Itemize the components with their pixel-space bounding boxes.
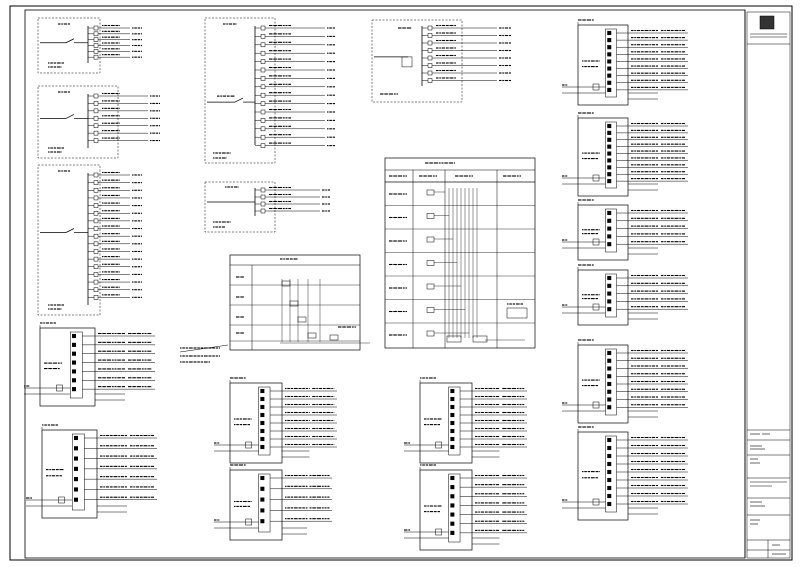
terminal-panel — [404, 465, 527, 550]
distribution-panel — [372, 20, 511, 102]
terminal-panel — [26, 425, 157, 518]
terminal-panel — [24, 323, 155, 406]
distribution-panel — [38, 18, 142, 73]
distribution-panel — [205, 18, 335, 163]
riser-diagrams — [230, 158, 535, 350]
distribution-panel — [205, 182, 330, 232]
company-logo — [760, 16, 774, 29]
terminal-panel — [562, 427, 688, 520]
riser-diagram-large — [385, 158, 535, 348]
terminal-panel — [562, 340, 688, 423]
title-block — [747, 12, 790, 558]
connector-lines — [180, 345, 228, 362]
riser-diagram-small — [230, 255, 370, 350]
schematic-panels — [24, 18, 688, 550]
terminal-panel — [562, 20, 688, 105]
terminal-panel — [214, 465, 332, 540]
distribution-panel — [38, 86, 160, 158]
terminal-panel — [562, 265, 688, 325]
terminal-panel — [562, 200, 688, 260]
terminal-panel — [562, 113, 688, 196]
distribution-panel — [38, 165, 142, 315]
terminal-panel — [214, 378, 337, 463]
terminal-panel — [404, 378, 527, 463]
